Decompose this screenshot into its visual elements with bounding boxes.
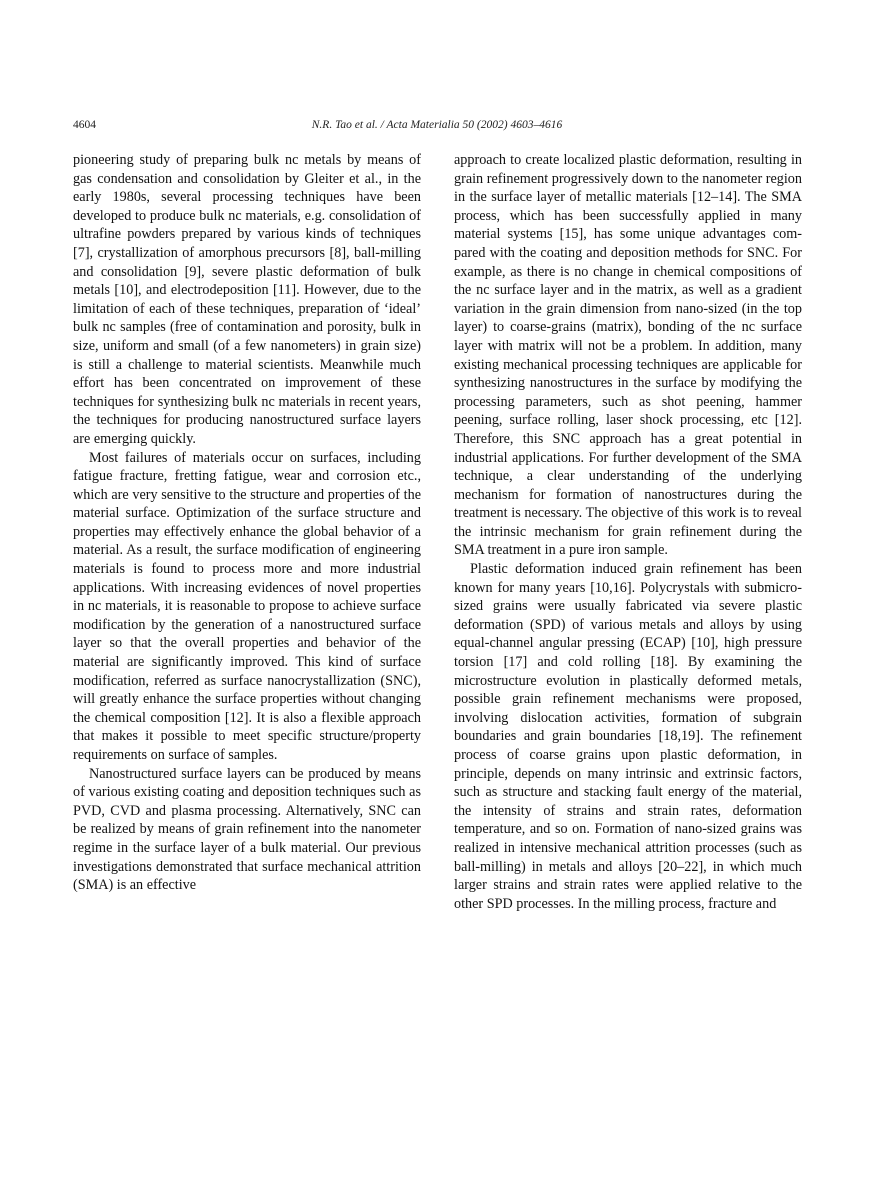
right-column	[454, 151, 802, 913]
page-number: 4604	[73, 119, 96, 131]
paragraph: Most failures of materials occur on surfaces, including fatigue fracture, fretting fatigue, wear and corrosion etc., which are very sensitive to the structure and properties of the material surface. Optimization of the surface structure and properties may effectively enhance the global behavior of a material. As a result, the surface modification of engineering materials is found to process more and more industrial applications. With increasing evidences of novel properties in nc materials, it is reasonable to propose to achieve surface modification by the generation of a nanostructured surface layer so that the overall properties and behavior of the material are significantly improved. This kind of surface modification, referred as surface nanocrystallization (SNC), will greatly enhance the surface properties without changing the chemical composition [12]. It is also a flexible approach that makes it possible to meet specific structure/property requirements on surface of samples.	[73, 449, 421, 763]
left-column	[73, 151, 421, 895]
paragraph: Plastic deformation induced grain refinement has been known for many years [10,16]. Polycrystals with submicro-sized grains were usually fabricated via severe plastic deformation (SPD) of various metals and alloys by using equal-channel angular pressing (ECAP) [10], high pressure torsion [17] and cold rolling [18]. By examining the microstructure evolution in plastically deformed metals, possible grain refinement mechanisms were proposed, involving dislocation activities, formation of subgrain boundaries and grain boundaries [18,19]. The refinement process of coarse grains upon plastic deformation, in principle, depends on many intrinsic and extrinsic factors, such as structure and stacking fault energy of the material, the intensity of strains and strain rates, deformation temperature, and so on. Formation of nano-sized grains was realized in intensive mechanical attrition processes (such as ball-milling) in metals and alloys [20–22], in which much larger strains and strain rates were applied relative to the other SPD processes. In the milling process, fracture and	[454, 561, 802, 912]
running-head: N.R. Tao et al. / Acta Materialia 50 (2002) 4603–4616	[311, 119, 563, 131]
paragraph: approach to create localized plastic deformation, resulting in grain refinement progressively down to the nanometer region in the surface layer of metallic materials [12–14]. The SMA process, which has been successfully applied in many material systems [15], has some unique advantages compared with the coating and deposition methods for SNC. For example, as there is no change in chemical compositions of the nc surface layer and in the matrix, as well as a gradient variation in the grain dimension from nano-sized (in the top layer) to coarse-grains (matrix), bonding of the nc surface layer with matrix will not be a problem. In addition, many existing mechanical processing techniques are applicable for synthesizing nanostructures in the surface by modifying the processing parameters, such as shot peening, hammer peening, surface rolling, laser shock processing, etc [12]. Therefore, this SNC approach has a great potential in industrial applications. For further development of the SMA technique, a clear understanding of the underlying mechanism for formation of nanostructures during the treatment is necessary. The objective of this work is to reveal the intrinsic mechanism for grain refinement during the SMA treatment in a pure iron sample.	[454, 152, 802, 559]
paragraph: pioneering study of preparing bulk nc metals by means of gas condensation and consolidation by Gleiter et al., in the early 1980s, several processing techniques have been developed to produce bulk nc materials, e.g. consolidation of ultrafine powders prepared by various kinds of techniques [7], crystallization of amorphous precursors [8], ball-milling and consolidation [9], severe plastic deformation of bulk metals [10], and electrodeposition [11]. However, due to the limitation of each of these techniques, preparation of ‘ideal’ bulk nc samples (free of contamination and porosity, bulk in size, uniform and small (of a few nanometers) in grain size) is still a challenge to material scientists. Meanwhile much effort has been concentrated on improvement of these techniques for synthesizing bulk nc materials in recent years, the techniques for producing nanostructured surface layers are emerging quickly.	[73, 152, 421, 447]
page-header	[73, 119, 801, 135]
paragraph: Nanostructured surface layers can be produced by means of various existing coating and deposition techniques such as PVD, CVD and plasma processing. Alternatively, SNC can be realized by means of grain refinement into the nanometer regime in the surface layer of a bulk material. Our previous investigations demonstrated that surface mechanical attrition (SMA) is an effective	[73, 765, 421, 894]
